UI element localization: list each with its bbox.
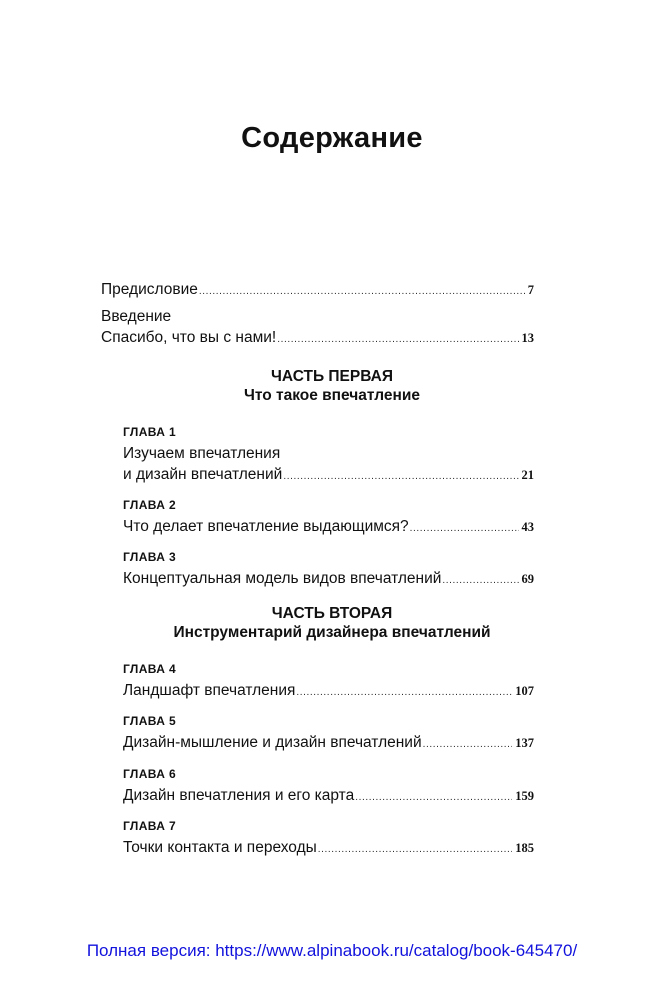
toc-page-number: 107	[515, 684, 534, 698]
toc-entry-line: Введение	[101, 308, 172, 325]
part-subtitle: Инструментарий дизайнера впечатлений	[173, 624, 491, 641]
leader-dots	[199, 281, 525, 302]
toc-entry-title: Предисловие	[101, 281, 198, 298]
toc-page-number: 7	[527, 283, 534, 297]
part-subtitle: Что такое впечатление	[243, 387, 421, 404]
toc-entry-title: Что делает впечатление выдающимся?	[123, 518, 409, 535]
chapter-label: ГЛАВА 1	[123, 425, 177, 439]
toc-chapter-2[interactable]	[123, 497, 534, 539]
toc-chapter-1[interactable]	[123, 424, 534, 487]
toc-chapter-5[interactable]	[123, 713, 534, 755]
chapter-label: ГЛАВА 2	[123, 498, 177, 512]
leader-dots	[423, 734, 513, 755]
toc-entry-title: Спасибо, что вы с нами!	[101, 329, 277, 346]
page-title: Содержание	[241, 122, 423, 154]
toc-entry-title: Ландшафт впечатления	[123, 682, 296, 699]
leader-dots	[355, 787, 512, 808]
toc-page-number: 159	[515, 789, 534, 803]
toc-page-number: 137	[515, 736, 534, 750]
toc-chapter-3[interactable]	[123, 549, 534, 591]
chapter-label: ГЛАВА 6	[123, 767, 177, 781]
part-heading: ЧАСТЬ ПЕРВАЯ	[271, 368, 393, 385]
chapter-label: ГЛАВА 4	[123, 662, 177, 676]
chapter-label: ГЛАВА 5	[123, 714, 177, 728]
toc-page-number: 13	[521, 331, 534, 345]
toc-entry-title: Точки контакта и переходы	[123, 839, 317, 856]
toc-entry-title: Дизайн-мышление и дизайн впечатлений	[123, 734, 422, 751]
toc-entry-title: Концептуальная модель видов впечатлений	[123, 570, 442, 587]
part-heading: ЧАСТЬ ВТОРАЯ	[271, 605, 393, 622]
toc-entry-title: и дизайн впечатлений	[123, 466, 283, 483]
leader-dots	[296, 682, 512, 703]
toc-entry-line: Изучаем впечатления	[123, 445, 281, 462]
toc-chapter-7[interactable]	[123, 818, 534, 860]
toc-page-number: 69	[521, 572, 534, 586]
toc-page-number: 21	[521, 468, 534, 482]
toc-entry-preface[interactable]	[101, 279, 534, 302]
leader-dots	[442, 570, 518, 591]
leader-dots	[318, 839, 512, 860]
chapter-label: ГЛАВА 7	[123, 819, 177, 833]
chapter-label: ГЛАВА 3	[123, 550, 177, 564]
toc-page-number: 185	[515, 841, 534, 855]
full-version-link[interactable]: Полная версия: https://www.alpinabook.ru/catalog/book-645470/	[86, 941, 578, 960]
toc-entry-title: Дизайн впечатления и его карта	[123, 787, 355, 804]
toc-page-number: 43	[521, 520, 534, 534]
toc-chapter-4[interactable]	[123, 661, 534, 703]
leader-dots	[410, 518, 519, 539]
leader-dots	[283, 466, 518, 487]
toc-entry-intro[interactable]	[101, 306, 534, 350]
leader-dots	[277, 329, 518, 350]
toc-chapter-6[interactable]	[123, 766, 534, 808]
